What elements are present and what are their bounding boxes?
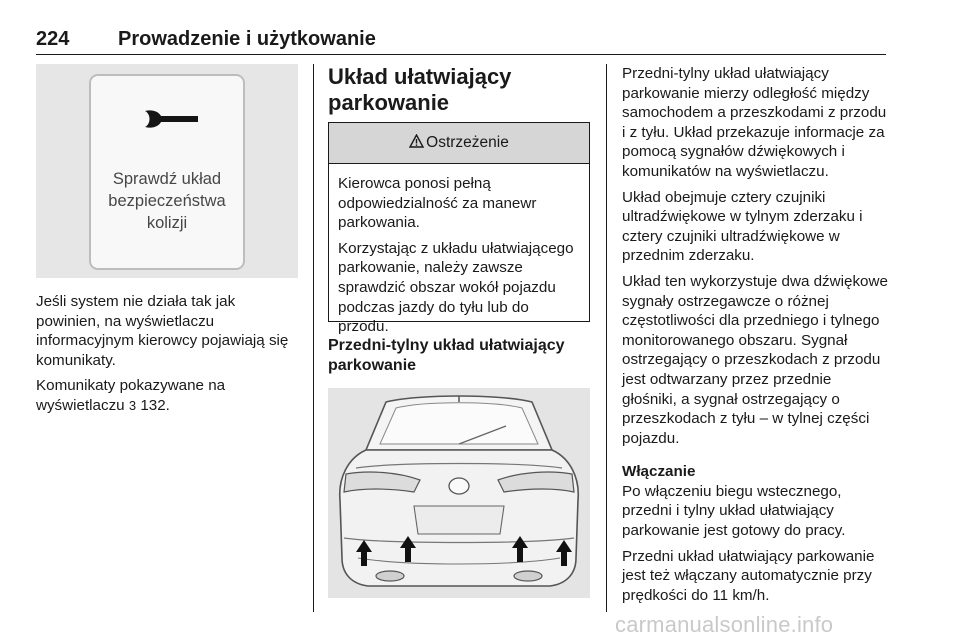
reference-page-link[interactable]: 132. [140,396,170,414]
activation-heading: Włączanie [622,463,696,481]
paragraph: Układ obejmuje cztery czujniki ultradźwiękowe w tylnym zderzaku i cztery czujniki ultradźwiękowe w przednim zderzaku. [622,188,863,265]
collision-safety-message: Sprawdź układ bezpieczeństwa kolizji [108,170,226,232]
warning-paragraph: Korzystając z układu ułatwiającego parkowanie, należy zawsze sprawdzić obszar wokół pojazdu podczas jazdy do tyłu lub do przodu. [338,239,574,336]
right-column-text [622,64,888,611]
driver-info-display-figure [36,64,298,278]
paragraph: Przedni układ ułatwiający parkowanie jest też włączany automatycznie przy prędkości do 11 km/h. [622,547,875,604]
subsection-heading: Przedni-tylny układ ułatwiający parkowanie [328,337,565,374]
paragraph: Po włączeniu biegu wstecznego, przedni i tylny układ ułatwiający parkowanie jest gotowy do pracy. [622,482,846,540]
left-column-text [36,292,302,422]
reference-paragraph [36,376,302,415]
column-divider-right [606,64,607,612]
warning-box [328,122,590,336]
header-rule [36,54,886,55]
paragraph: Jeśli system nie działa tak jak powinien, na wyświetlaczu informacyjnym kierowcy pojawiają się komunikaty. [36,293,289,369]
warning-header [329,123,589,164]
wrench-icon [143,108,199,130]
watermark: carmanualsonline.info [615,612,834,637]
warning-body [329,164,589,337]
reference-text: Komunikaty pokazywane na wyświetlaczu [36,377,226,414]
section-heading: Układ ułatwiający parkowanie [328,64,512,115]
page-title: Prowadzenie i użytkowanie [118,28,376,50]
warning-paragraph: Kierowca ponosi pełną odpowiedzialność za manewr parkowania. [338,175,537,232]
page-header [36,28,886,52]
column-divider-left [313,64,314,612]
car-rear-sensors-illustration [328,388,590,598]
paragraph: Układ ten wykorzystuje dwa dźwiękowe sygnały ostrzegawcze o różnej częstotliwości dla przedniego i tylnego monitorowanego obszaru. Sygnał ostrzegający o przeszkodach z przodu jest odtwarzany przez przednie głośniki, a sygnał ostrzegający o przeszkodach z tyłu – w tylnej części pojazdu. [622,272,888,447]
car-illustration-svg [328,388,590,598]
warning-triangle-icon [409,134,424,148]
page-number: 224 [36,28,70,50]
paragraph: Przedni-tylny układ ułatwiający parkowanie mierzy odległość między samochodem a przeszkodami z przodu i z tyłu. Układ przekazuje informacje za pomocą sygnałów dźwiękowych i komunikatów na wyświetlaczu. [622,65,887,180]
message-box [89,74,245,270]
reference-arrow-icon[interactable]: 3 [128,397,137,413]
warning-title: Ostrzeżenie [426,134,509,151]
